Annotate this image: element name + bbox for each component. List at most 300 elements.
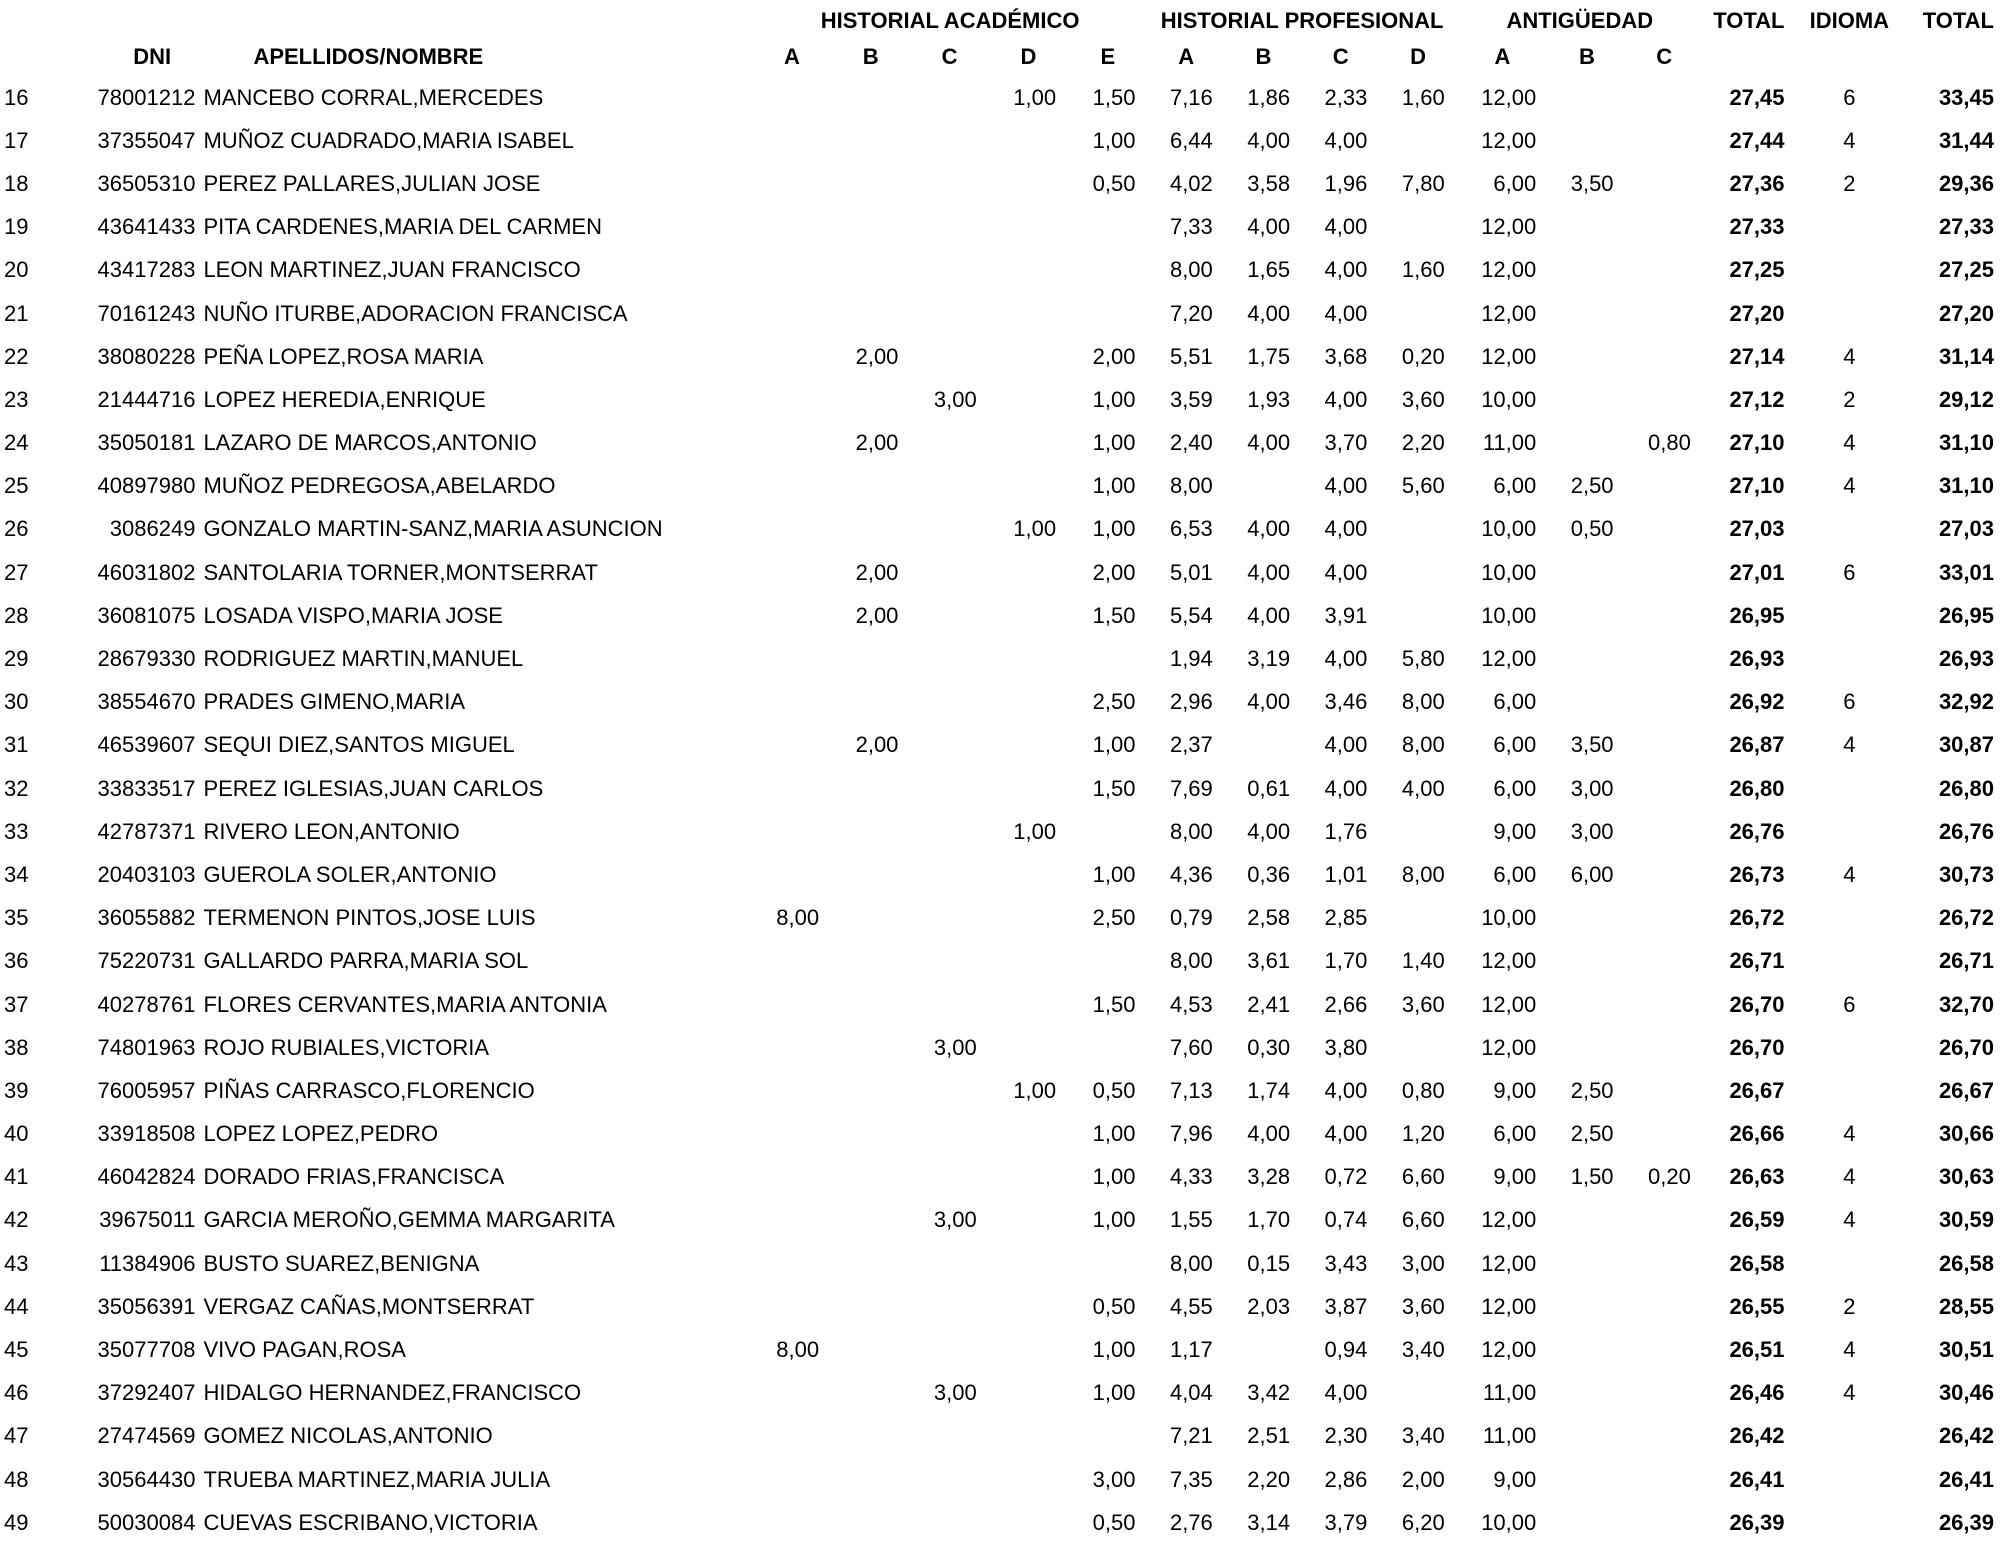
row-number: 25 xyxy=(4,473,29,499)
row-idioma xyxy=(1801,637,1899,680)
row-academic-d: 1,00 xyxy=(1013,516,1057,542)
row-seniority-a: 11,00 xyxy=(1482,430,1537,456)
row-seniority-b xyxy=(1548,897,1625,940)
row-academic-a xyxy=(753,940,831,983)
row-name: SANTOLARIA TORNER,MONTSERRAT xyxy=(203,559,598,585)
row-professional-c: 4,00 xyxy=(1324,473,1368,499)
table-row xyxy=(0,422,2000,465)
row-grand-total: 32,70 xyxy=(1938,991,1994,1017)
row-number: 19 xyxy=(4,214,29,240)
header-professional-d: D xyxy=(1410,44,1426,69)
row-seniority-b xyxy=(1548,378,1625,421)
row-name: GUEROLA SOLER,ANTONIO xyxy=(203,861,497,887)
row-number: 40 xyxy=(4,1121,29,1147)
row-seniority-c xyxy=(1626,1328,1703,1371)
row-academic-e: 2,00 xyxy=(1092,343,1136,369)
table-row xyxy=(0,206,2000,249)
row-seniority-b xyxy=(1548,1415,1625,1458)
row-academic-a xyxy=(753,1458,831,1501)
row-number: 43 xyxy=(4,1250,29,1276)
row-dni: 3086249 xyxy=(109,516,196,542)
row-number: 47 xyxy=(4,1423,29,1449)
row-name: CUEVAS ESCRIBANO,VICTORIA xyxy=(203,1509,538,1535)
row-academic-d xyxy=(989,465,1068,508)
row-dni: 50030084 xyxy=(97,1509,196,1535)
row-dni: 33833517 xyxy=(97,775,196,801)
table-row xyxy=(0,853,2000,896)
row-professional-b: 0,30 xyxy=(1247,1034,1291,1060)
row-seniority-b xyxy=(1548,1199,1625,1242)
table-row xyxy=(0,681,2000,724)
table-row xyxy=(0,983,2000,1026)
row-academic-b xyxy=(831,249,910,292)
header-academic-c: C xyxy=(941,44,958,69)
row-professional-d: 3,40 xyxy=(1401,1423,1445,1449)
row-idioma: 4 xyxy=(1843,430,1856,456)
row-number: 48 xyxy=(4,1466,29,1492)
row-name: HIDALGO HERNANDEZ,FRANCISCO xyxy=(203,1380,582,1406)
row-number: 23 xyxy=(4,386,29,412)
row-academic-b xyxy=(831,897,910,940)
row-academic-a xyxy=(753,378,831,421)
row-seniority-b: 1,50 xyxy=(1570,1164,1614,1190)
row-seniority-c xyxy=(1626,681,1703,724)
row-professional-c: 4,00 xyxy=(1324,300,1368,326)
table-row xyxy=(0,1415,2000,1458)
row-seniority-b xyxy=(1548,422,1625,465)
row-professional-b: 4,00 xyxy=(1247,516,1291,542)
row-seniority-b xyxy=(1548,249,1625,292)
row-professional-b: 1,93 xyxy=(1247,386,1291,412)
row-seniority-c xyxy=(1626,335,1703,378)
row-academic-b xyxy=(831,1156,910,1199)
table-row xyxy=(0,1113,2000,1156)
row-seniority-c xyxy=(1626,1415,1703,1458)
header-column-row xyxy=(0,38,2000,76)
row-seniority-a: 12,00 xyxy=(1481,214,1537,240)
row-academic-b xyxy=(831,292,910,335)
row-professional-c: 3,87 xyxy=(1324,1293,1368,1319)
row-professional-b: 4,00 xyxy=(1247,689,1291,715)
row-professional-d xyxy=(1379,1372,1456,1415)
header-idioma: IDIOMA xyxy=(1809,8,1890,33)
row-name: NUÑO ITURBE,ADORACION FRANCISCA xyxy=(203,300,628,326)
row-dni: 40897980 xyxy=(97,473,196,499)
row-professional-d: 1,60 xyxy=(1401,257,1445,283)
row-academic-c xyxy=(910,1458,988,1501)
row-idioma: 4 xyxy=(1843,1121,1856,1147)
row-number: 17 xyxy=(4,127,29,153)
table-row xyxy=(0,1501,2000,1544)
row-dni: 76005957 xyxy=(97,1077,196,1103)
row-academic-b xyxy=(831,1242,910,1285)
row-grand-total: 33,45 xyxy=(1938,84,1994,110)
row-number: 42 xyxy=(4,1207,29,1233)
row-total: 27,01 xyxy=(1729,559,1785,585)
row-academic-c xyxy=(910,551,988,594)
row-idioma: 4 xyxy=(1843,1380,1856,1406)
row-grand-total: 31,10 xyxy=(1938,473,1994,499)
row-academic-a: 8,00 xyxy=(776,1337,820,1363)
row-dni: 74801963 xyxy=(97,1034,196,1060)
row-grand-total: 31,14 xyxy=(1938,343,1994,369)
row-number: 49 xyxy=(4,1509,29,1535)
row-academic-d xyxy=(989,1026,1068,1069)
row-total: 26,87 xyxy=(1729,732,1785,758)
row-academic-b xyxy=(831,983,910,1026)
row-grand-total: 26,95 xyxy=(1938,602,1994,628)
row-total: 26,66 xyxy=(1729,1121,1785,1147)
row-academic-d xyxy=(989,897,1068,940)
row-grand-total: 30,87 xyxy=(1938,732,1994,758)
row-professional-c: 4,00 xyxy=(1324,214,1368,240)
row-total: 26,55 xyxy=(1729,1293,1785,1319)
row-academic-d xyxy=(989,681,1068,724)
row-professional-b: 2,03 xyxy=(1247,1293,1291,1319)
row-dni: 40278761 xyxy=(97,991,196,1017)
row-academic-d xyxy=(989,335,1068,378)
row-academic-c xyxy=(910,76,988,119)
row-professional-a: 8,00 xyxy=(1169,473,1213,499)
row-seniority-c xyxy=(1626,1501,1703,1544)
row-academic-c xyxy=(910,681,988,724)
row-name: MUÑOZ PEDREGOSA,ABELARDO xyxy=(203,473,556,499)
row-professional-d: 2,00 xyxy=(1401,1466,1445,1492)
row-academic-a xyxy=(753,551,831,594)
row-name: VIVO PAGAN,ROSA xyxy=(203,1337,406,1363)
row-seniority-a: 6,00 xyxy=(1493,1121,1537,1147)
row-academic-b xyxy=(831,1026,910,1069)
row-professional-c: 3,70 xyxy=(1324,430,1368,456)
row-academic-d: 1,00 xyxy=(1013,84,1057,110)
row-dni: 35077708 xyxy=(97,1337,196,1363)
row-seniority-c xyxy=(1626,508,1703,551)
row-professional-b: 0,36 xyxy=(1247,861,1291,887)
row-academic-e: 0,50 xyxy=(1092,1293,1136,1319)
row-idioma: 4 xyxy=(1843,473,1856,499)
header-total: TOTAL xyxy=(1713,8,1785,33)
row-academic-c xyxy=(910,637,988,680)
row-seniority-b: 3,50 xyxy=(1570,732,1614,758)
row-academic-d xyxy=(989,551,1068,594)
table-row xyxy=(0,378,2000,421)
header-dni: DNI xyxy=(133,44,172,69)
row-idioma: 2 xyxy=(1843,386,1856,412)
row-grand-total: 30,66 xyxy=(1938,1121,1994,1147)
header-rank-spacer xyxy=(0,38,61,76)
row-total: 27,44 xyxy=(1729,127,1785,153)
row-professional-a: 4,53 xyxy=(1169,991,1213,1017)
row-idioma xyxy=(1801,508,1899,551)
row-professional-d: 1,20 xyxy=(1401,1121,1445,1147)
row-idioma xyxy=(1801,249,1899,292)
row-idioma xyxy=(1801,1501,1899,1544)
row-name: PEREZ IGLESIAS,JUAN CARLOS xyxy=(203,775,544,801)
row-professional-c: 4,00 xyxy=(1324,127,1368,153)
row-academic-d xyxy=(989,1328,1068,1371)
row-professional-a: 1,17 xyxy=(1169,1337,1213,1363)
row-professional-c: 0,72 xyxy=(1324,1164,1368,1190)
table-row xyxy=(0,249,2000,292)
row-professional-c: 4,00 xyxy=(1324,257,1368,283)
row-number: 22 xyxy=(4,343,29,369)
row-seniority-b xyxy=(1548,1328,1625,1371)
row-professional-c: 3,79 xyxy=(1324,1509,1368,1535)
row-academic-a xyxy=(753,1415,831,1458)
row-academic-d xyxy=(989,853,1068,896)
row-academic-a xyxy=(753,810,831,853)
row-academic-a xyxy=(753,119,831,162)
row-professional-c: 2,33 xyxy=(1324,84,1368,110)
row-professional-c: 4,00 xyxy=(1324,1077,1368,1103)
row-academic-d xyxy=(989,767,1068,810)
row-professional-d: 3,60 xyxy=(1401,1293,1445,1319)
row-seniority-b xyxy=(1548,1242,1625,1285)
row-professional-b: 1,70 xyxy=(1247,1207,1291,1233)
row-seniority-c xyxy=(1626,637,1703,680)
row-academic-c xyxy=(910,897,988,940)
row-professional-d xyxy=(1379,810,1456,853)
row-academic-a xyxy=(753,853,831,896)
header-seniority-c: C xyxy=(1656,44,1673,69)
row-academic-b: 2,00 xyxy=(855,343,899,369)
row-professional-a: 8,00 xyxy=(1169,1250,1213,1276)
header-total-spacer xyxy=(1703,38,1801,76)
row-seniority-c xyxy=(1626,983,1703,1026)
row-dni: 42787371 xyxy=(97,818,196,844)
row-academic-c xyxy=(910,1242,988,1285)
row-professional-d: 8,00 xyxy=(1401,732,1445,758)
row-seniority-a: 10,00 xyxy=(1481,516,1537,542)
row-academic-e: 1,00 xyxy=(1092,732,1136,758)
row-idioma xyxy=(1801,1242,1899,1285)
row-professional-c: 1,76 xyxy=(1324,818,1368,844)
row-academic-c xyxy=(910,1285,988,1328)
row-seniority-b: 3,00 xyxy=(1570,775,1614,801)
row-academic-c: 3,00 xyxy=(933,1380,977,1406)
row-academic-d xyxy=(989,162,1068,205)
row-academic-e: 1,00 xyxy=(1092,430,1136,456)
row-total: 27,14 xyxy=(1729,343,1785,369)
table-row xyxy=(0,767,2000,810)
row-seniority-c xyxy=(1626,897,1703,940)
row-seniority-c xyxy=(1626,551,1703,594)
row-academic-d xyxy=(989,983,1068,1026)
table-row xyxy=(0,1026,2000,1069)
row-professional-c: 3,91 xyxy=(1324,602,1368,628)
row-dni: 78001212 xyxy=(97,84,196,110)
row-seniority-a: 12,00 xyxy=(1481,127,1537,153)
row-professional-b: 1,86 xyxy=(1247,84,1291,110)
row-dni: 35050181 xyxy=(97,430,196,456)
row-academic-c xyxy=(910,1415,988,1458)
row-professional-c: 4,00 xyxy=(1324,559,1368,585)
row-grand-total: 32,92 xyxy=(1938,689,1994,715)
row-academic-a xyxy=(753,249,831,292)
row-number: 27 xyxy=(4,559,29,585)
row-grand-total: 27,25 xyxy=(1938,257,1994,283)
row-dni: 70161243 xyxy=(97,300,196,326)
row-seniority-a: 10,00 xyxy=(1481,602,1537,628)
row-academic-e: 1,00 xyxy=(1092,386,1136,412)
row-professional-b: 4,00 xyxy=(1247,300,1291,326)
row-seniority-c xyxy=(1626,1372,1703,1415)
row-academic-c xyxy=(910,206,988,249)
row-dni: 30564430 xyxy=(97,1466,196,1492)
row-academic-e: 1,50 xyxy=(1092,991,1136,1017)
row-dni: 36055882 xyxy=(97,905,196,931)
row-dni: 43641433 xyxy=(97,214,196,240)
header-academic-b: B xyxy=(862,44,879,69)
row-grand-total: 33,01 xyxy=(1938,559,1994,585)
row-academic-e xyxy=(1068,1242,1147,1285)
row-name: VERGAZ CAÑAS,MONTSERRAT xyxy=(203,1293,535,1319)
row-academic-a xyxy=(753,767,831,810)
row-idioma xyxy=(1801,1026,1899,1069)
row-name: RODRIGUEZ MARTIN,MANUEL xyxy=(203,646,524,672)
header-professional-b: B xyxy=(1255,44,1272,69)
row-total: 26,93 xyxy=(1729,646,1785,672)
row-academic-e: 1,50 xyxy=(1092,84,1136,110)
row-seniority-c xyxy=(1626,162,1703,205)
row-professional-d: 3,60 xyxy=(1401,991,1445,1017)
row-academic-b xyxy=(831,1328,910,1371)
row-academic-c xyxy=(910,1113,988,1156)
row-seniority-b: 2,50 xyxy=(1570,1077,1614,1103)
row-grand-total: 26,67 xyxy=(1938,1077,1994,1103)
row-academic-b: 2,00 xyxy=(855,602,899,628)
row-grand-total: 26,70 xyxy=(1938,1034,1994,1060)
row-idioma: 4 xyxy=(1843,1337,1856,1363)
row-professional-d: 0,80 xyxy=(1401,1077,1445,1103)
row-academic-e: 1,00 xyxy=(1092,1207,1136,1233)
row-grand-total: 27,03 xyxy=(1938,516,1994,542)
row-idioma: 6 xyxy=(1843,689,1856,715)
row-seniority-a: 10,00 xyxy=(1481,386,1537,412)
row-name: LOPEZ LOPEZ,PEDRO xyxy=(203,1121,439,1147)
row-seniority-c xyxy=(1626,1242,1703,1285)
row-academic-e: 1,50 xyxy=(1092,602,1136,628)
row-academic-e: 1,50 xyxy=(1092,775,1136,801)
row-professional-c: 4,00 xyxy=(1324,1121,1368,1147)
row-professional-d: 3,00 xyxy=(1401,1250,1445,1276)
row-grand-total: 29,12 xyxy=(1938,386,1994,412)
row-total: 27,45 xyxy=(1729,84,1785,110)
row-professional-c: 2,30 xyxy=(1324,1423,1368,1449)
row-academic-d xyxy=(989,378,1068,421)
row-total: 26,42 xyxy=(1729,1423,1785,1449)
row-total: 26,46 xyxy=(1729,1380,1785,1406)
row-seniority-b: 3,50 xyxy=(1570,170,1614,196)
row-total: 26,92 xyxy=(1729,689,1785,715)
row-professional-b: 4,00 xyxy=(1247,1121,1291,1147)
row-seniority-a: 12,00 xyxy=(1481,300,1537,326)
row-academic-a xyxy=(753,1069,831,1112)
row-name: ROJO RUBIALES,VICTORIA xyxy=(203,1034,490,1060)
table-row xyxy=(0,810,2000,853)
row-number: 39 xyxy=(4,1077,29,1103)
row-total: 26,80 xyxy=(1729,775,1785,801)
row-dni: 28679330 xyxy=(97,646,196,672)
row-professional-a: 6,44 xyxy=(1169,127,1213,153)
row-total: 26,41 xyxy=(1729,1466,1785,1492)
row-academic-c xyxy=(910,465,988,508)
row-idioma xyxy=(1801,940,1899,983)
table-row xyxy=(0,119,2000,162)
row-professional-d: 2,20 xyxy=(1401,430,1445,456)
row-idioma xyxy=(1801,206,1899,249)
row-academic-c xyxy=(910,422,988,465)
header-grand-spacer xyxy=(1898,38,2000,76)
row-number: 29 xyxy=(4,646,29,672)
row-seniority-c xyxy=(1626,465,1703,508)
row-academic-b xyxy=(831,853,910,896)
row-academic-b xyxy=(831,508,910,551)
row-academic-b: 2,00 xyxy=(855,732,899,758)
row-professional-d: 6,60 xyxy=(1401,1164,1445,1190)
row-seniority-c: 0,20 xyxy=(1648,1164,1691,1190)
row-professional-d xyxy=(1379,206,1456,249)
row-total: 26,95 xyxy=(1729,602,1785,628)
row-academic-b xyxy=(831,1415,910,1458)
row-name: BUSTO SUAREZ,BENIGNA xyxy=(203,1250,480,1276)
row-seniority-c xyxy=(1626,292,1703,335)
row-grand-total: 30,63 xyxy=(1938,1164,1994,1190)
table-body xyxy=(0,76,2000,1544)
row-name: DORADO FRIAS,FRANCISCA xyxy=(203,1164,505,1190)
row-professional-b: 1,75 xyxy=(1247,343,1291,369)
row-name: FLORES CERVANTES,MARIA ANTONIA xyxy=(203,991,607,1017)
row-total: 26,59 xyxy=(1729,1207,1785,1233)
table-row xyxy=(0,1199,2000,1242)
row-professional-a: 7,13 xyxy=(1169,1077,1213,1103)
row-professional-a: 7,16 xyxy=(1169,84,1213,110)
row-total: 26,71 xyxy=(1729,948,1785,974)
row-academic-c xyxy=(910,1328,988,1371)
row-academic-b xyxy=(831,681,910,724)
row-total: 27,25 xyxy=(1729,257,1785,283)
row-dni: 37292407 xyxy=(97,1380,196,1406)
table-row xyxy=(0,637,2000,680)
row-academic-d xyxy=(989,594,1068,637)
row-professional-b: 4,00 xyxy=(1247,818,1291,844)
row-professional-c: 0,94 xyxy=(1324,1337,1368,1363)
row-name: GALLARDO PARRA,MARIA SOL xyxy=(203,948,529,974)
table-row xyxy=(0,551,2000,594)
row-seniority-c xyxy=(1626,1113,1703,1156)
row-academic-b xyxy=(831,1199,910,1242)
row-professional-b: 4,00 xyxy=(1247,430,1291,456)
row-professional-a: 7,20 xyxy=(1169,300,1213,326)
row-name: PEREZ PALLARES,JULIAN JOSE xyxy=(203,170,541,196)
row-dni: 21444716 xyxy=(97,386,196,412)
row-academic-b xyxy=(831,76,910,119)
row-grand-total: 26,42 xyxy=(1938,1423,1994,1449)
row-academic-a xyxy=(753,681,831,724)
row-academic-c xyxy=(910,1156,988,1199)
row-number: 37 xyxy=(4,991,29,1017)
table-row xyxy=(0,162,2000,205)
row-professional-a: 4,33 xyxy=(1169,1164,1213,1190)
row-idioma: 6 xyxy=(1843,559,1856,585)
row-professional-a: 2,40 xyxy=(1169,430,1213,456)
row-seniority-c xyxy=(1626,1069,1703,1112)
row-idioma xyxy=(1801,897,1899,940)
row-academic-b xyxy=(831,1113,910,1156)
row-academic-b xyxy=(831,465,910,508)
row-academic-d xyxy=(989,940,1068,983)
row-academic-d xyxy=(989,1156,1068,1199)
